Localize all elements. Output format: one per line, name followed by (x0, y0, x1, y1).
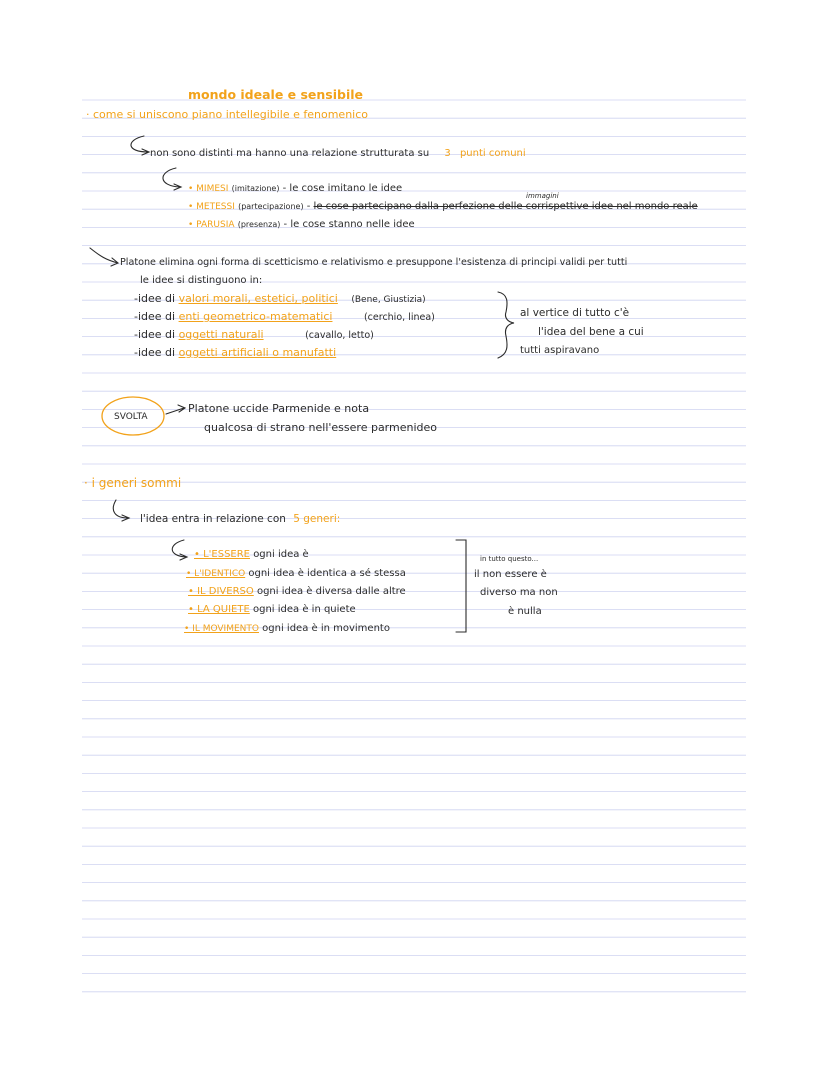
vertex-line-2: l'idea del bene a cui (538, 326, 644, 338)
platone-statement: Platone elimina ogni forma di scetticismo e relativismo e presuppone l'esistenza di principi validi per tutti (120, 257, 628, 268)
idea-item (134, 328, 374, 343)
idea-prefix: -idee di (134, 328, 176, 341)
point-desc: - le cose stanno nelle idee (283, 219, 415, 230)
relation-main: non sono distinti ma hanno una relazione strutturata su (150, 148, 430, 159)
genere-item (194, 548, 309, 562)
point-paren: (imitazione) (231, 184, 280, 193)
relation-text (150, 147, 526, 161)
idea-type: valori morali, estetici, politici (178, 292, 338, 305)
relation-number: 3 (444, 148, 451, 159)
point-parusia (188, 218, 415, 232)
genere-item (184, 622, 390, 636)
genere-term: • IL DIVERSO (188, 586, 254, 597)
idea-item (134, 310, 435, 325)
point-term: • METESSI (188, 202, 235, 212)
point-desc: - le cose imitano le idee (282, 183, 403, 194)
correction-note: immagini (526, 192, 559, 200)
point-desc: - (306, 201, 311, 212)
idea-type: enti geometrico-matematici (178, 310, 333, 323)
point-metessi (188, 200, 698, 214)
genere-term: • IL MOVIMENTO (184, 624, 259, 634)
generi-intro-text: l'idea entra in relazione con (140, 513, 286, 525)
genere-item (186, 567, 406, 581)
point-mimesi (188, 182, 402, 196)
svolta-line-2: qualcosa di strano nell'essere parmenideo (204, 421, 437, 434)
point-paren: (presenza) (237, 220, 281, 229)
idea-example: (cerchio, linea) (363, 312, 435, 323)
genere-term: • LA QUIETE (188, 604, 250, 615)
idea-prefix: -idee di (134, 292, 176, 305)
idea-example: (cavallo, letto) (305, 330, 374, 341)
relation-suffix: punti comuni (459, 148, 526, 159)
vertex-line-1: al vertice di tutto c'è (520, 307, 630, 319)
idea-prefix: -idee di (134, 346, 176, 359)
point-paren: (partecipazione) (238, 202, 304, 211)
genere-desc: ogni idea è in quiete (252, 604, 356, 615)
side-line-1: il non essere è (474, 569, 547, 580)
genere-desc: ogni idea è identica a sé stessa (248, 568, 406, 579)
point-struck-text: le cose partecipano dalla perfezione delle corrispettive idee nel mondo reale (313, 201, 698, 212)
genere-desc: ogni idea è diversa dalle altre (256, 586, 406, 597)
distinguish-line: le idee si distinguono in: (140, 275, 263, 286)
genere-term: • L'IDENTICO (186, 569, 246, 579)
idea-type: oggetti naturali (178, 328, 264, 341)
side-line-3: è nulla (508, 606, 542, 617)
genere-item (188, 603, 356, 617)
idea-item (134, 292, 426, 307)
idea-example: (Bene, Giustizia) (351, 295, 426, 305)
generi-intro (140, 512, 340, 526)
svolta-badge: SVOLTA (114, 412, 148, 422)
page-title: mondo ideale e sensibile (188, 87, 364, 102)
idea-type: oggetti artificiali o manufatti (178, 346, 337, 359)
vertex-line-3: tutti aspiravano (520, 345, 600, 356)
idea-prefix: -idee di (134, 310, 176, 323)
genere-term: • L'ESSERE (194, 549, 250, 560)
side-small-note: in tutto questo... (480, 555, 539, 563)
point-term: • PARUSIA (188, 220, 235, 230)
svolta-line-1: Platone uccide Parmenide e nota (188, 402, 370, 415)
generi-heading: · i generi sommi (84, 476, 182, 490)
side-line-2: diverso ma non (480, 587, 558, 598)
point-term: • MIMESI (188, 184, 229, 194)
genere-item (188, 585, 406, 599)
genere-desc: ogni idea è in movimento (262, 623, 390, 634)
genere-desc: ogni idea è (253, 549, 309, 560)
section1-question: · come si uniscono piano intellegibile e fenomenico (86, 108, 368, 121)
idea-item (134, 346, 336, 360)
generi-intro-highlight: 5 generi: (293, 513, 341, 525)
